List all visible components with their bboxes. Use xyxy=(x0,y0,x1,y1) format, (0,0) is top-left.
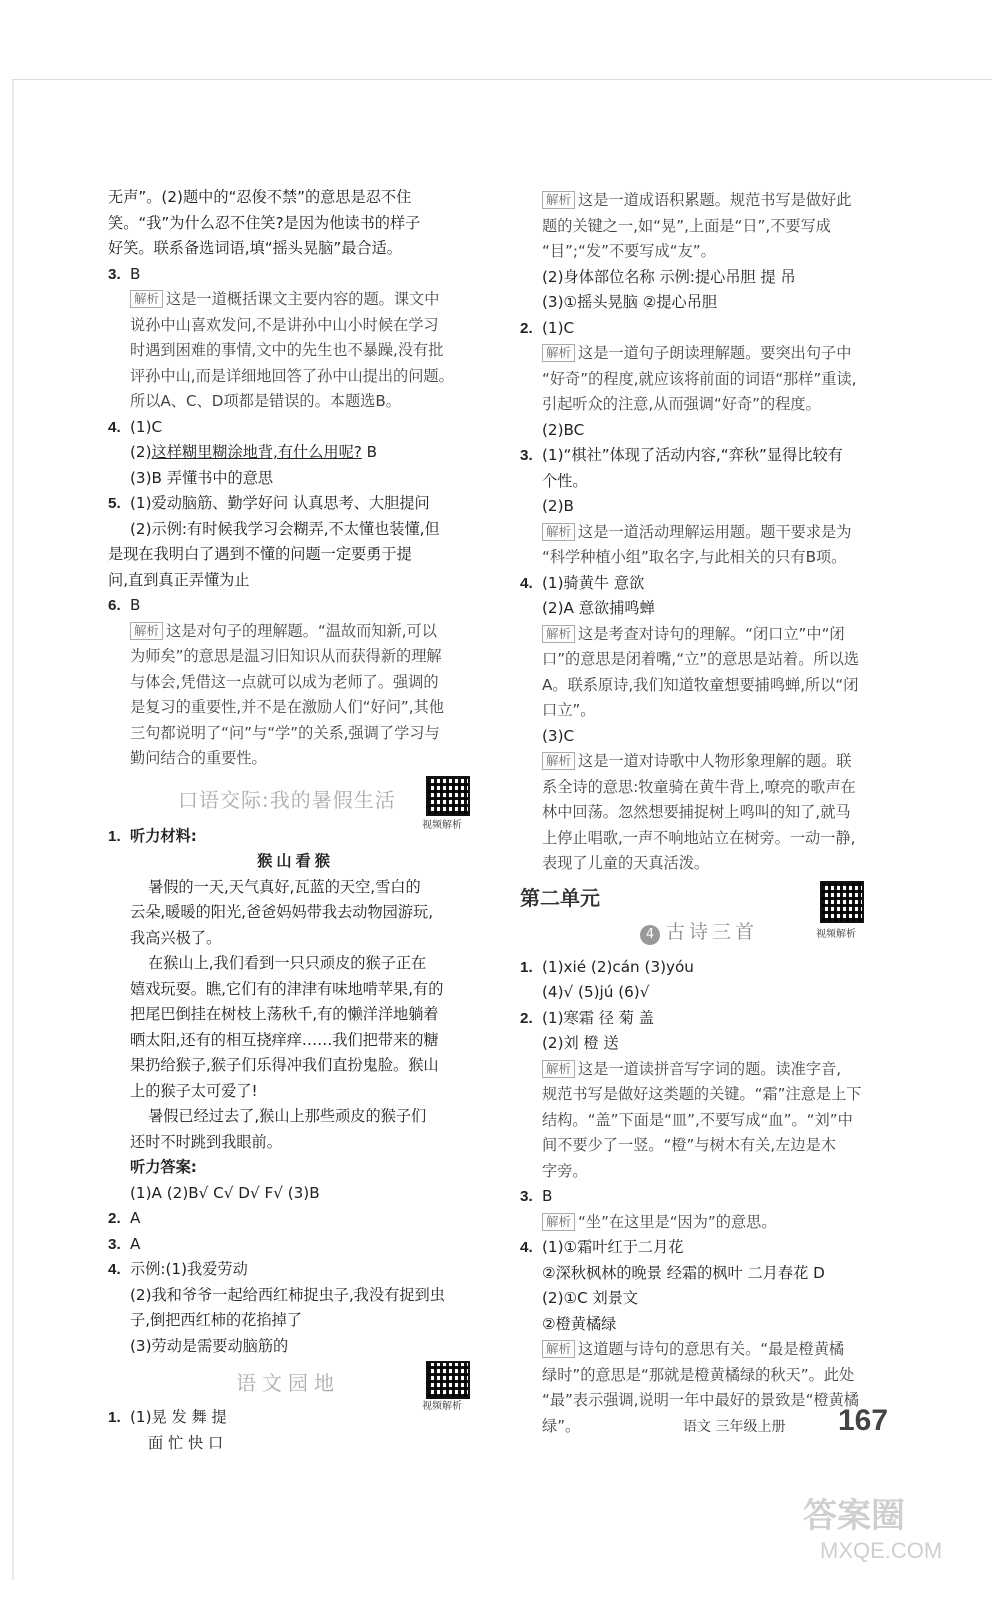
question-number: 3. xyxy=(520,447,533,464)
qr-code-icon[interactable] xyxy=(426,776,470,816)
analysis-text: 这是一道对诗歌中人物形象理解的题。联 xyxy=(578,752,852,770)
answer: (2) xyxy=(130,443,152,461)
question-number: 4. xyxy=(520,1239,533,1256)
answer: (3)B 弄懂书中的意思 xyxy=(130,468,274,487)
analysis-text: 题的关键之一,如“晃”,上面是“日”,不要写成 xyxy=(542,216,831,235)
answer: (1)C xyxy=(542,318,575,337)
qr-code-icon[interactable] xyxy=(426,1361,470,1399)
answer: A xyxy=(130,1209,141,1227)
question-number: 6. xyxy=(108,597,121,614)
watermark-url: MXQE.COM xyxy=(820,1538,943,1563)
analysis-tag: 解析 xyxy=(542,523,575,541)
section-title: 口语交际:我的暑假生活 xyxy=(178,787,396,812)
analysis-tag: 解析 xyxy=(542,344,575,362)
text-line: 笑。“我”为什么忍不住笑?是因为他读书的样子 xyxy=(108,213,421,232)
answer: (3)C xyxy=(542,726,575,745)
answer: A xyxy=(130,1234,141,1253)
analysis-text: 这是考查对诗句的理解。“闭口立”中“闭 xyxy=(578,624,845,643)
section-header-oral xyxy=(108,772,483,831)
lesson-title: 古诗三首 xyxy=(666,920,759,943)
analysis-text: “最”表示强调,说明一年中最好的景致是“橙黄橘 xyxy=(542,1391,859,1409)
passage-line: 还时不时跳到我眼前。 xyxy=(130,1132,282,1151)
analysis-text: 字旁。 xyxy=(542,1161,588,1180)
unit-header xyxy=(520,877,910,955)
question-number: 4. xyxy=(108,418,121,436)
unit-title: 第二单元 xyxy=(520,885,600,910)
analysis-text: 勤问结合的重要性。 xyxy=(130,749,267,767)
analysis-text: 为师矣”的意思是温习旧知识从而获得新的理解 xyxy=(130,647,442,665)
footer-subject: 语文 三年级上册 xyxy=(683,1419,786,1435)
analysis-text: 规范书写是做好这类题的关键。“霜”注意是上下 xyxy=(542,1085,862,1103)
answer: ②橙黄橘绿 xyxy=(542,1314,617,1333)
passage-line: 在猴山上,我们看到一只只顽皮的猴子正在 xyxy=(148,954,427,972)
answer: 面 忙 快 口 xyxy=(148,1433,224,1452)
analysis-text: A。联系原诗,我们知道牧童想要捕鸣蝉,所以“闭 xyxy=(542,675,859,694)
listening-label: 听力材料: xyxy=(130,826,197,845)
analysis-text: “坐”在这里是“因为”的意思。 xyxy=(578,1212,777,1231)
watermark-logo: 答案圈 xyxy=(803,1497,905,1535)
question-number: 2. xyxy=(520,1009,533,1027)
answer: (2)A 意欲捕鸣蝉 xyxy=(542,599,655,617)
analysis-tag: 解析 xyxy=(542,752,575,770)
question-number: 1. xyxy=(108,1409,121,1426)
lesson-title-row xyxy=(640,917,758,945)
passage-line: 上的猴子太可爱了! xyxy=(130,1081,258,1100)
analysis-text: 林中回荡。忽然想要捕捉树上鸣叫的知了,就马 xyxy=(542,803,851,821)
answer: ②深秋枫林的晚景 经霜的枫叶 二月春花 D xyxy=(542,1263,825,1282)
answer: (1)爱动脑筋、勤学好问 认真思考、大胆提问 xyxy=(130,494,430,512)
answer: (1)xié (2)cán (3)yóu xyxy=(542,957,694,976)
answer: (2)B xyxy=(542,497,574,515)
page-number: 167 xyxy=(838,1404,889,1437)
analysis-text: 这是一道句子朗读理解题。要突出句子中 xyxy=(578,344,852,362)
analysis-tag: 解析 xyxy=(542,1213,575,1231)
answer: (3)①摇头晃脑 ②提心吊胆 xyxy=(542,293,718,311)
answer: (2)①C 刘景文 xyxy=(542,1289,639,1307)
passage-line: 果扔给猴子,猴子们乐得冲我们直扮鬼脸。猴山 xyxy=(130,1056,439,1074)
analysis-text: 绿时”的意思是“那就是橙黄橘绿的秋天”。此处 xyxy=(542,1365,855,1384)
section-title: 语文园地 xyxy=(236,1371,340,1395)
question-number: 2. xyxy=(108,1210,121,1227)
analysis-text: “科学种植小组”取名字,与此相关的只有B项。 xyxy=(542,548,847,566)
answer: 示例:(1)我爱劳动 xyxy=(130,1260,248,1278)
qr-caption: 视频解析 xyxy=(816,928,856,940)
passage-line: 把尾巴倒挂在树枝上荡秋千,有的懒洋洋地躺着 xyxy=(130,1005,439,1023)
answer: (2)身体部位名称 示例:提心吊胆 提 吊 xyxy=(542,267,796,286)
lesson-number-badge: 4 xyxy=(640,925,660,945)
analysis-text: 这是一道成语积累题。规范书写是做好此 xyxy=(578,191,852,209)
analysis-tag: 解析 xyxy=(130,290,163,308)
question-number: 5. xyxy=(108,495,121,512)
question-number: 1. xyxy=(108,827,121,845)
analysis-text: 结构。“盖”下面是“皿”,不要写成“血”。“刘”中 xyxy=(542,1110,853,1129)
analysis-text: 三句都说明了“问”与“学”的关系,强调了学习与 xyxy=(130,723,440,742)
question-number: 4. xyxy=(108,1261,121,1278)
text-line: 好笑。联系备选词语,填“摇头晃脑”最合适。 xyxy=(108,239,402,257)
analysis-text: 与体会,凭借这一点就可以成为老师了。强调的 xyxy=(130,672,439,691)
passage-line: 我高兴极了。 xyxy=(130,928,222,947)
answer: (2)BC xyxy=(542,420,585,439)
listening-answer-label: 听力答案: xyxy=(130,1158,197,1176)
analysis-text: 绿”。 xyxy=(542,1416,581,1435)
answer: 子,倒把西红柿的花掐掉了 xyxy=(130,1311,302,1329)
analysis-text: 上停止唱歌,一声不响地站立在树旁。一动一静, xyxy=(542,828,856,847)
analysis-text: 所以A、C、D项都是错误的。本题选B。 xyxy=(130,392,401,410)
analysis-text: “目”;“发”不要写成“友”。 xyxy=(542,242,716,260)
analysis-text: 说孙中山喜欢发问,不是讲孙中山小时候在学习 xyxy=(130,315,439,334)
answer: B xyxy=(130,596,141,614)
question-number: 4. xyxy=(520,574,533,592)
underlined-answer: 这样糊里糊涂地背,有什么用呢? xyxy=(151,443,362,461)
analysis-text: 系全诗的意思:牧童骑在黄牛背上,嘹亮的歌声在 xyxy=(542,777,856,796)
qr-caption: 视频解析 xyxy=(422,1401,462,1412)
analysis-text: 是复习的重要性,并不是在激励人们“好问”,其他 xyxy=(130,698,444,716)
question-number: 3. xyxy=(108,265,121,283)
right-column xyxy=(520,188,910,1439)
answer: 个性。 xyxy=(542,471,588,490)
question-number: 2. xyxy=(520,319,533,337)
analysis-text: 口立”。 xyxy=(542,701,596,719)
text-line: 无声”。(2)题中的“忍俊不禁”的意思是忍不住 xyxy=(108,188,412,206)
question-number: 3. xyxy=(108,1235,121,1253)
answer: 是现在我明白了遇到不懂的问题一定要勇于提 xyxy=(108,545,412,563)
answer: 问,直到真正弄懂为止 xyxy=(108,570,250,589)
analysis-text: 这是一道读拼音写字词的题。读准字音, xyxy=(578,1059,842,1078)
answer: (1)骑黄牛 意欲 xyxy=(542,573,645,592)
answer: (1)①霜叶红于二月花 xyxy=(542,1238,684,1256)
passage-title: 猴山看猴 xyxy=(257,852,334,870)
analysis-text: 引起听众的注意,从而强调“好奇”的程度。 xyxy=(542,395,821,413)
answer: (1)寒霜 径 菊 盖 xyxy=(542,1008,654,1027)
listening-answer: (1)A (2)B√ C√ D√ F√ (3)B xyxy=(130,1183,320,1202)
answer: (3)劳动是需要动脑筋的 xyxy=(130,1336,289,1355)
passage-line: 暑假的一天,天气真好,瓦蓝的天空,雪白的 xyxy=(148,877,421,896)
analysis-text: 这道题与诗句的意思有关。“最是橙黄橘 xyxy=(578,1340,845,1358)
analysis-text: 口”的意思是闭着嘴,“立”的意思是站着。所以选 xyxy=(542,650,859,668)
answer: B xyxy=(130,264,141,283)
analysis-text: 这是一道活动理解运用题。题干要求是为 xyxy=(578,522,852,541)
analysis-text: 表现了儿童的天真活泼。 xyxy=(542,854,710,872)
answer: (1)“棋社”体现了活动内容,“弈秋”显得比较有 xyxy=(542,446,843,464)
analysis-text: 这是对句子的理解题。“温故而知新,可以 xyxy=(166,621,437,640)
answer: (2)我和爷爷一起给西红柿捉虫子,我没有捉到虫 xyxy=(130,1285,445,1304)
analysis-tag: 解析 xyxy=(542,1340,575,1358)
question-number: 1. xyxy=(520,958,533,976)
answer: (4)√ (5)jú (6)√ xyxy=(542,983,650,1001)
answer: B xyxy=(361,443,378,461)
analysis-tag: 解析 xyxy=(130,622,163,640)
answer: (2)刘 橙 送 xyxy=(542,1034,619,1052)
passage-line: 嬉戏玩耍。瞧,它们有的津津有味地啃苹果,有的 xyxy=(130,979,444,998)
passage-line: 暑假已经过去了,猴山上那些顽皮的猴子们 xyxy=(148,1107,427,1125)
analysis-text: 间不要少了一竖。“橙”与树木有关,左边是木 xyxy=(542,1136,836,1154)
analysis-text: 这是一道概括课文主要内容的题。课文中 xyxy=(166,290,440,308)
passage-line: 云朵,暖暖的阳光,爸爸妈妈带我去动物园游玩, xyxy=(130,903,434,921)
analysis-tag: 解析 xyxy=(542,1060,575,1078)
left-column xyxy=(108,185,483,1456)
analysis-text: “好奇”的程度,就应该将前面的词语“那样”重读, xyxy=(542,369,857,388)
analysis-text: 评孙中山,而是详细地回答了孙中山提出的问题。 xyxy=(130,366,454,385)
answer: (1)晃 发 舞 提 xyxy=(130,1408,227,1426)
qr-code-icon[interactable] xyxy=(820,881,864,923)
analysis-tag: 解析 xyxy=(542,625,575,643)
analysis-text: 时遇到困难的事情,文中的先生也不暴躁,没有批 xyxy=(130,341,444,359)
passage-line: 晒太阳,还有的相互挠痒痒……我们把带来的糖 xyxy=(130,1030,439,1049)
answer: B xyxy=(542,1187,553,1205)
answer: (2)示例:有时候我学习会糊弄,不太懂也装懂,但 xyxy=(130,519,440,538)
section-header-garden xyxy=(108,1359,483,1412)
analysis-tag: 解析 xyxy=(542,191,575,209)
answer: (1)C xyxy=(130,417,163,436)
question-number: 3. xyxy=(520,1188,533,1205)
qr-caption: 视频解析 xyxy=(422,819,462,831)
